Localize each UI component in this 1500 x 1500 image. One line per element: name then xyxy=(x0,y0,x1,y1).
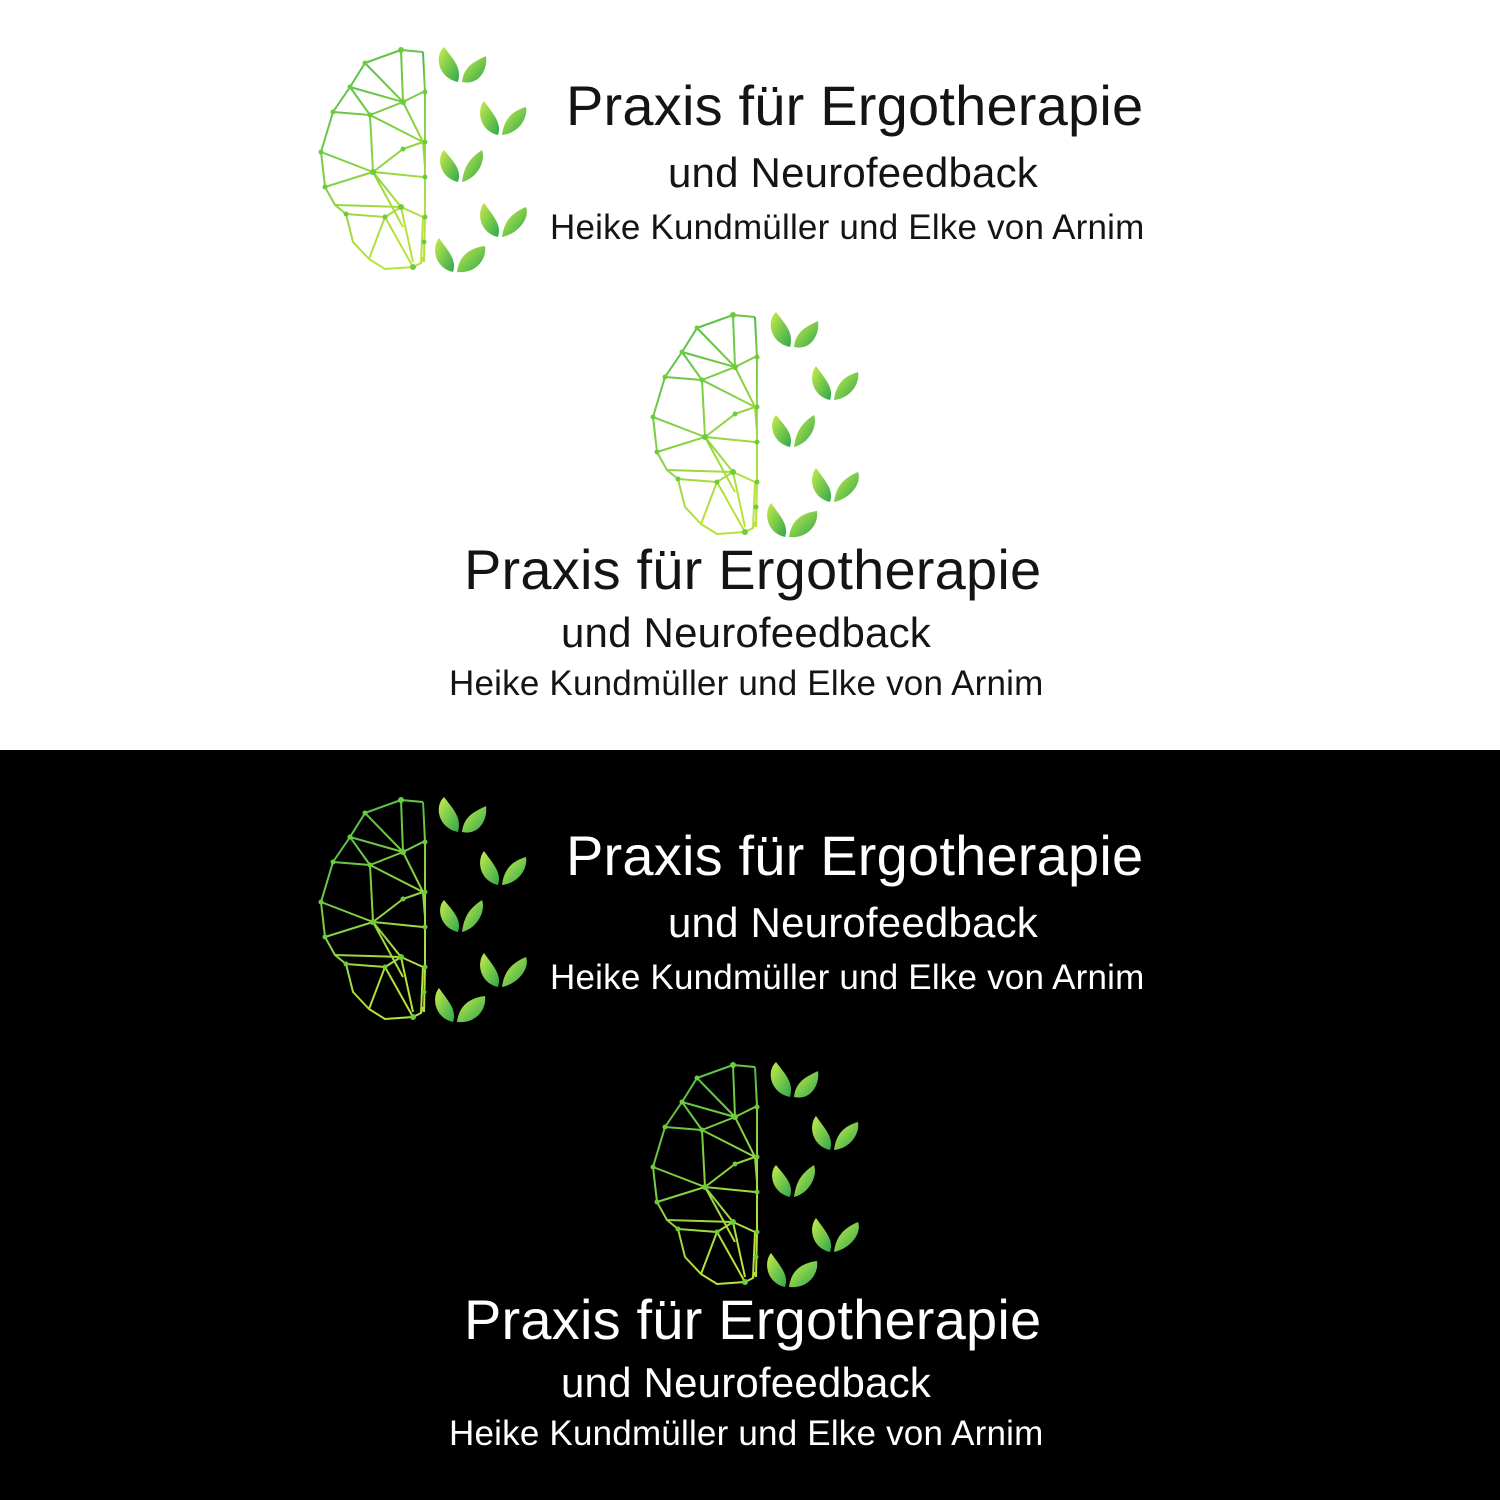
logo-names: Heike Kundmüller und Elke von Arnim xyxy=(449,664,1044,703)
logo-title: Praxis für Ergotherapie xyxy=(566,74,1144,137)
brain-leaf-logo-icon xyxy=(313,47,533,317)
logo-names: Heike Kundmüller und Elke von Arnim xyxy=(449,1414,1044,1453)
logo-subtitle: und Neurofeedback xyxy=(561,1359,931,1406)
logo-subtitle: und Neurofeedback xyxy=(668,899,1038,946)
dark-panel xyxy=(0,750,1500,1500)
logo-title: Praxis für Ergotherapie xyxy=(464,538,1042,601)
brain-leaf-logo-icon xyxy=(313,797,533,1067)
logo-subtitle: und Neurofeedback xyxy=(561,609,931,656)
logo-subtitle: und Neurofeedback xyxy=(668,149,1038,196)
logo-title: Praxis für Ergotherapie xyxy=(464,1288,1042,1351)
logo-title: Praxis für Ergotherapie xyxy=(566,824,1144,887)
logo-names: Heike Kundmüller und Elke von Arnim xyxy=(550,958,1145,997)
logo-names: Heike Kundmüller und Elke von Arnim xyxy=(550,208,1145,247)
